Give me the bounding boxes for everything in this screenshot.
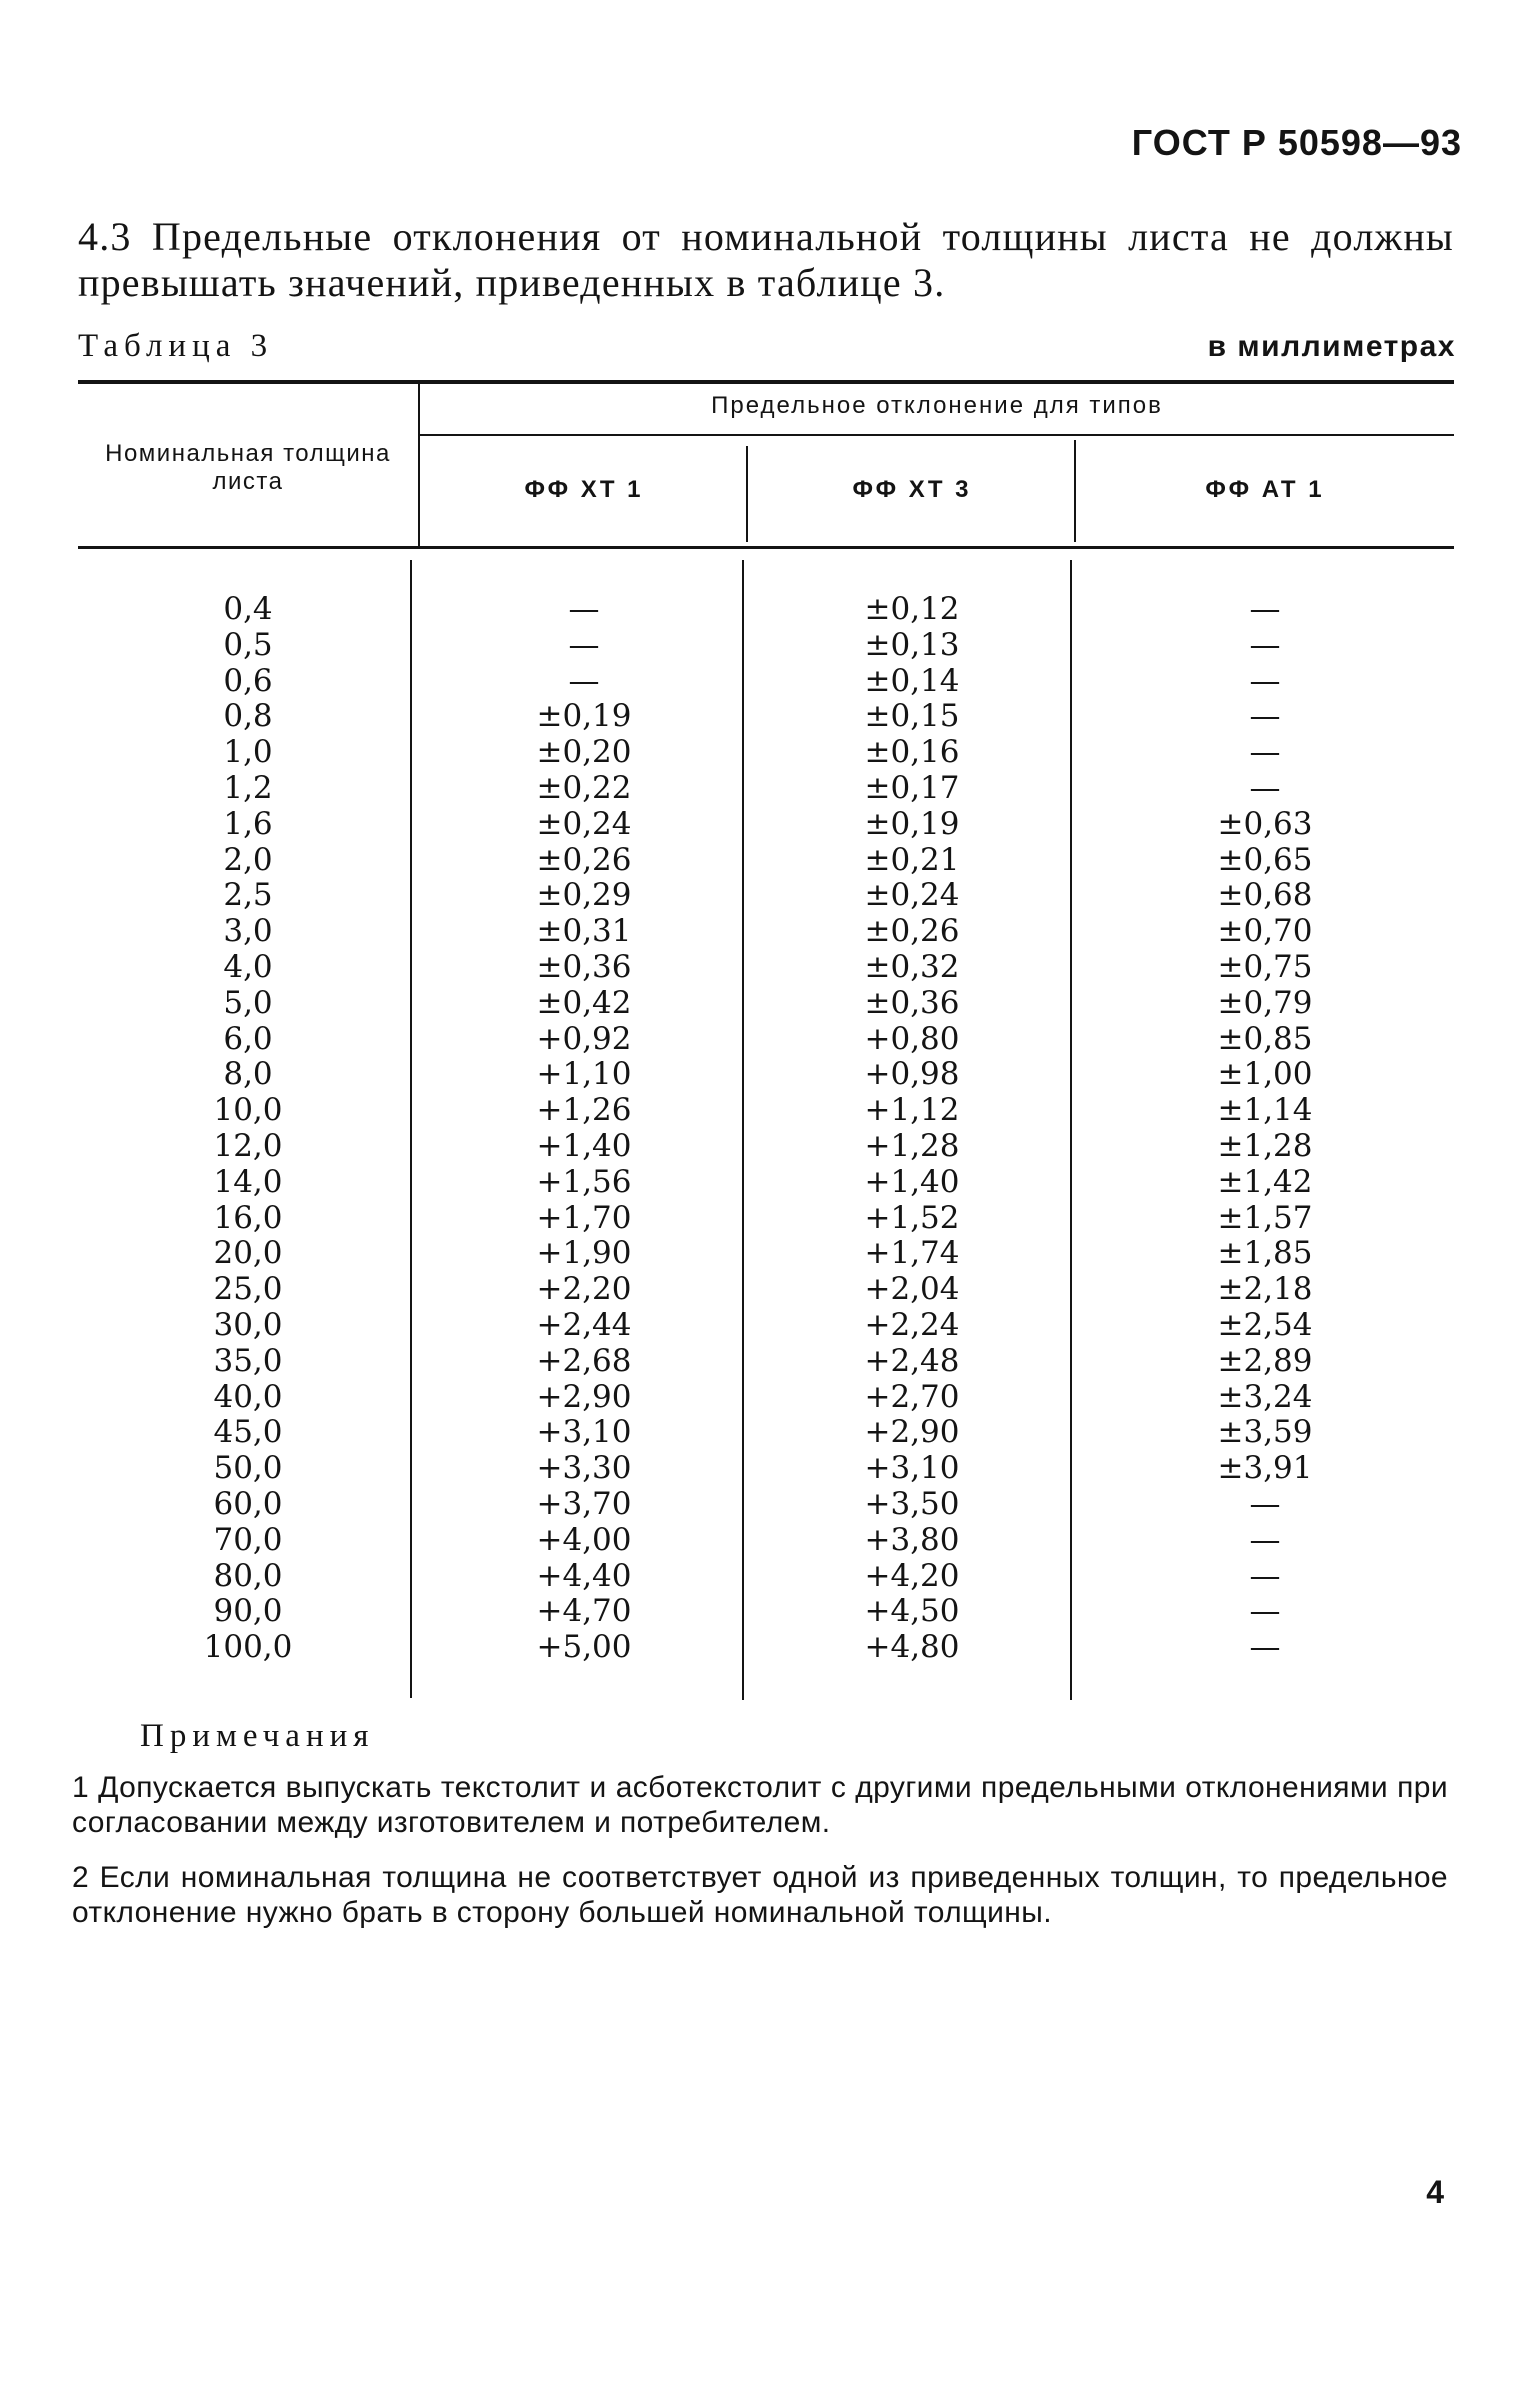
table-cell-ff-at1: ±3,24 [1217, 1378, 1313, 1415]
table-cell-ff-at1: — [1249, 1593, 1281, 1630]
table-cell-ff-at1: — [1249, 626, 1281, 663]
table-header-bottom-rule [78, 546, 1454, 549]
table-cell-ff-xt3: +3,10 [864, 1450, 960, 1487]
table-cell-ff-xt1: +3,10 [536, 1414, 632, 1451]
table-cell-nominal: 30,0 [213, 1306, 283, 1343]
table-cell-nominal: 0,4 [223, 591, 273, 627]
table-cell-ff-xt1: +0,92 [536, 1020, 632, 1057]
table-cell-ff-xt1: ±0,26 [536, 841, 632, 878]
table-cell-ff-at1: ±0,63 [1217, 805, 1313, 842]
table-cell-ff-xt3: +3,50 [864, 1485, 960, 1522]
table-cell-ff-at1: — [1249, 1629, 1281, 1666]
table-cell-ff-xt3: ±0,36 [864, 984, 960, 1021]
table-cell-ff-xt3: +1,74 [864, 1235, 960, 1272]
table-cell-nominal: 50,0 [213, 1450, 283, 1487]
header-type-ff-xt1: ФФ ХТ 1 [524, 476, 644, 503]
table-cell-ff-at1: ±0,79 [1217, 984, 1313, 1021]
table-cell-nominal: 35,0 [213, 1342, 283, 1379]
table-cell-nominal: 20,0 [213, 1235, 283, 1272]
table-cell-ff-at1: — [1249, 1485, 1281, 1522]
table-cell-ff-at1: ±0,85 [1217, 1020, 1313, 1057]
table-cell-ff-at1: — [1249, 662, 1281, 699]
table-cell-ff-xt1: +5,00 [536, 1629, 632, 1666]
table-cell-ff-at1: ±2,18 [1217, 1271, 1313, 1308]
table-units: в миллиметрах [1207, 330, 1456, 363]
table-cell-nominal: 8,0 [223, 1056, 273, 1093]
header-type-ff-xt3: ФФ ХТ 3 [852, 476, 972, 503]
table-cell-ff-at1: ±1,00 [1217, 1056, 1313, 1093]
table-cell-ff-xt3: ±0,24 [864, 877, 960, 914]
note-2: 2 Если номинальная толщина не соответствует одной из приведенных толщин, то предельное отклонение нужно брать в сторону большей номинальной толщины. [72, 1861, 1448, 1929]
table-cell-ff-xt3: +2,70 [864, 1378, 960, 1415]
column-ff-at1 [1076, 592, 1454, 1666]
table-cell-nominal: 14,0 [213, 1163, 283, 1200]
table-cell-ff-xt1: +2,68 [536, 1342, 632, 1379]
table-cell-nominal: 2,5 [223, 877, 273, 914]
table-cell-ff-xt1: +4,40 [536, 1557, 632, 1594]
table-cell-ff-xt3: ±0,12 [864, 591, 960, 627]
table-cell-ff-at1: ±0,70 [1217, 913, 1313, 950]
table-cell-ff-xt1: ±0,31 [536, 913, 632, 950]
table-cell-ff-xt1: ±0,19 [536, 698, 632, 735]
table-cell-ff-xt3: ±0,26 [864, 913, 960, 950]
table-cell-ff-at1: ±1,28 [1217, 1127, 1313, 1164]
table-cell-ff-xt1: +1,70 [536, 1199, 632, 1236]
table-top-rule [78, 380, 1454, 384]
table-cell-nominal: 5,0 [223, 984, 273, 1021]
table-cell-ff-xt1: +4,00 [536, 1521, 632, 1558]
table-cell-ff-xt1: ±0,20 [536, 734, 632, 771]
table-cell-nominal: 1,0 [223, 734, 273, 771]
table-cell-nominal: 12,0 [213, 1127, 283, 1164]
table-cell-ff-xt3: ±0,32 [864, 948, 960, 985]
table-cell-ff-at1: ±1,57 [1217, 1199, 1313, 1236]
table-cell-ff-at1: ±0,65 [1217, 841, 1313, 878]
table-cell-ff-xt1: — [568, 591, 600, 627]
table-cell-ff-at1: ±3,59 [1217, 1414, 1313, 1451]
table-cell-ff-xt3: ±0,13 [864, 626, 960, 663]
table-cell-nominal: 60,0 [213, 1485, 283, 1522]
table-caption: Таблица 3 [78, 328, 274, 364]
table-cell-ff-at1: — [1249, 698, 1281, 735]
table-cell-ff-xt3: +4,20 [864, 1557, 960, 1594]
table-cell-ff-xt1: ±0,42 [536, 984, 632, 1021]
table-cell-nominal: 16,0 [213, 1199, 283, 1236]
table-cell-nominal: 2,0 [223, 841, 273, 878]
table-cell-ff-xt3: +2,04 [864, 1271, 960, 1308]
table-cell-ff-xt1: ±0,22 [536, 769, 632, 806]
table-cell-nominal: 10,0 [213, 1092, 283, 1129]
table-cell-nominal: 80,0 [213, 1557, 283, 1594]
document-code: ГОСТ Р 50598—93 [1131, 122, 1462, 163]
note-1: 1 Допускается выпускать текстолит и асботекстолит с другими предельными отклонениями при согласовании между изготовителем и потребителем. [72, 1771, 1448, 1839]
table-cell-ff-at1: — [1249, 769, 1281, 806]
table-cell-ff-xt1: +1,10 [536, 1056, 632, 1093]
header-nominal-thickness: Номинальная толщина листа [105, 440, 391, 495]
notes-title: Примечания [140, 1718, 375, 1754]
column-ff-xt1 [420, 592, 748, 1666]
table-cell-ff-at1: ±2,54 [1217, 1306, 1313, 1343]
table-cell-nominal: 45,0 [213, 1414, 283, 1451]
table-cell-ff-at1: — [1249, 591, 1281, 627]
table-cell-ff-xt1: +2,20 [536, 1271, 632, 1308]
header-deviation-group: Предельное отклонение для типов [711, 392, 1163, 419]
table-cell-ff-at1: ±1,85 [1217, 1235, 1313, 1272]
table-cell-ff-xt1: +1,56 [536, 1163, 632, 1200]
table-cell-ff-xt1: +3,30 [536, 1450, 632, 1487]
table-cell-ff-xt1: ±0,29 [536, 877, 632, 914]
table-cell-ff-xt3: +1,52 [864, 1199, 960, 1236]
table-cell-ff-xt3: ±0,14 [864, 662, 960, 699]
table-cell-ff-xt1: +1,26 [536, 1092, 632, 1129]
table-cell-ff-xt3: +3,80 [864, 1521, 960, 1558]
table-group-rule [420, 434, 1454, 436]
table-cell-nominal: 0,6 [223, 662, 273, 699]
table-cell-ff-xt1: — [568, 626, 600, 663]
table-cell-nominal: 1,2 [223, 769, 273, 806]
table-cell-ff-xt1: +2,44 [536, 1306, 632, 1343]
table-cell-ff-xt3: +2,48 [864, 1342, 960, 1379]
table-cell-nominal: 70,0 [213, 1521, 283, 1558]
table-cell-ff-xt1: +2,90 [536, 1378, 632, 1415]
table-cell-ff-xt3: ±0,21 [864, 841, 960, 878]
table-cell-ff-xt1: ±0,24 [536, 805, 632, 842]
table-cell-ff-at1: ±3,91 [1217, 1450, 1313, 1487]
table-cell-ff-xt1: +3,70 [536, 1485, 632, 1522]
table-cell-nominal: 0,8 [223, 698, 273, 735]
table-cell-ff-at1: — [1249, 1521, 1281, 1558]
table-cell-ff-at1: — [1249, 1557, 1281, 1594]
table-cell-ff-xt1: — [568, 662, 600, 699]
table-cell-nominal: 25,0 [213, 1271, 283, 1308]
table-cell-nominal: 3,0 [223, 913, 273, 950]
page-number: 4 [1426, 2174, 1444, 2210]
intro-paragraph: 4.3 Предельные отклонения от номинальной толщины листа не должны превышать значений, приведенных в таблице 3. [78, 214, 1454, 305]
table-cell-nominal: 0,5 [223, 626, 273, 663]
table-cell-nominal: 1,6 [223, 805, 273, 842]
table-cell-ff-at1: — [1249, 734, 1281, 771]
table-cell-nominal: 100,0 [203, 1629, 293, 1666]
table-cell-ff-xt3: +2,90 [864, 1414, 960, 1451]
table-cell-ff-xt3: ±0,15 [864, 698, 960, 735]
table-cell-ff-xt1: ±0,36 [536, 948, 632, 985]
table-cell-ff-at1: ±1,14 [1217, 1092, 1313, 1129]
table-cell-ff-xt3: +2,24 [864, 1306, 960, 1343]
table-cell-ff-xt3: +1,12 [864, 1092, 960, 1129]
table-cell-ff-xt3: +1,28 [864, 1127, 960, 1164]
table-cell-ff-xt3: ±0,17 [864, 769, 960, 806]
table-cell-ff-xt3: +0,80 [864, 1020, 960, 1057]
table-cell-ff-xt1: +1,40 [536, 1127, 632, 1164]
table-cell-nominal: 6,0 [223, 1020, 273, 1057]
table-cell-ff-xt3: +0,98 [864, 1056, 960, 1093]
table-cell-ff-xt1: +4,70 [536, 1593, 632, 1630]
header-type-ff-at1: ФФ АТ 1 [1205, 476, 1325, 503]
table-cell-ff-xt3: ±0,16 [864, 734, 960, 771]
table-cell-ff-at1: ±0,68 [1217, 877, 1313, 914]
table-cell-nominal: 40,0 [213, 1378, 283, 1415]
column-nominal-thickness [78, 592, 418, 1666]
table-cell-ff-xt3: +1,40 [864, 1163, 960, 1200]
table-cell-ff-at1: ±2,89 [1217, 1342, 1313, 1379]
table-cell-nominal: 4,0 [223, 948, 273, 985]
table-cell-ff-xt3: +4,50 [864, 1593, 960, 1630]
table-cell-ff-xt3: +4,80 [864, 1629, 960, 1666]
column-ff-xt3 [748, 592, 1076, 1666]
table-cell-nominal: 90,0 [213, 1593, 283, 1630]
table-cell-ff-at1: ±1,42 [1217, 1163, 1313, 1200]
table-cell-ff-at1: ±0,75 [1217, 948, 1313, 985]
table-cell-ff-xt3: ±0,19 [864, 805, 960, 842]
table-cell-ff-xt1: +1,90 [536, 1235, 632, 1272]
